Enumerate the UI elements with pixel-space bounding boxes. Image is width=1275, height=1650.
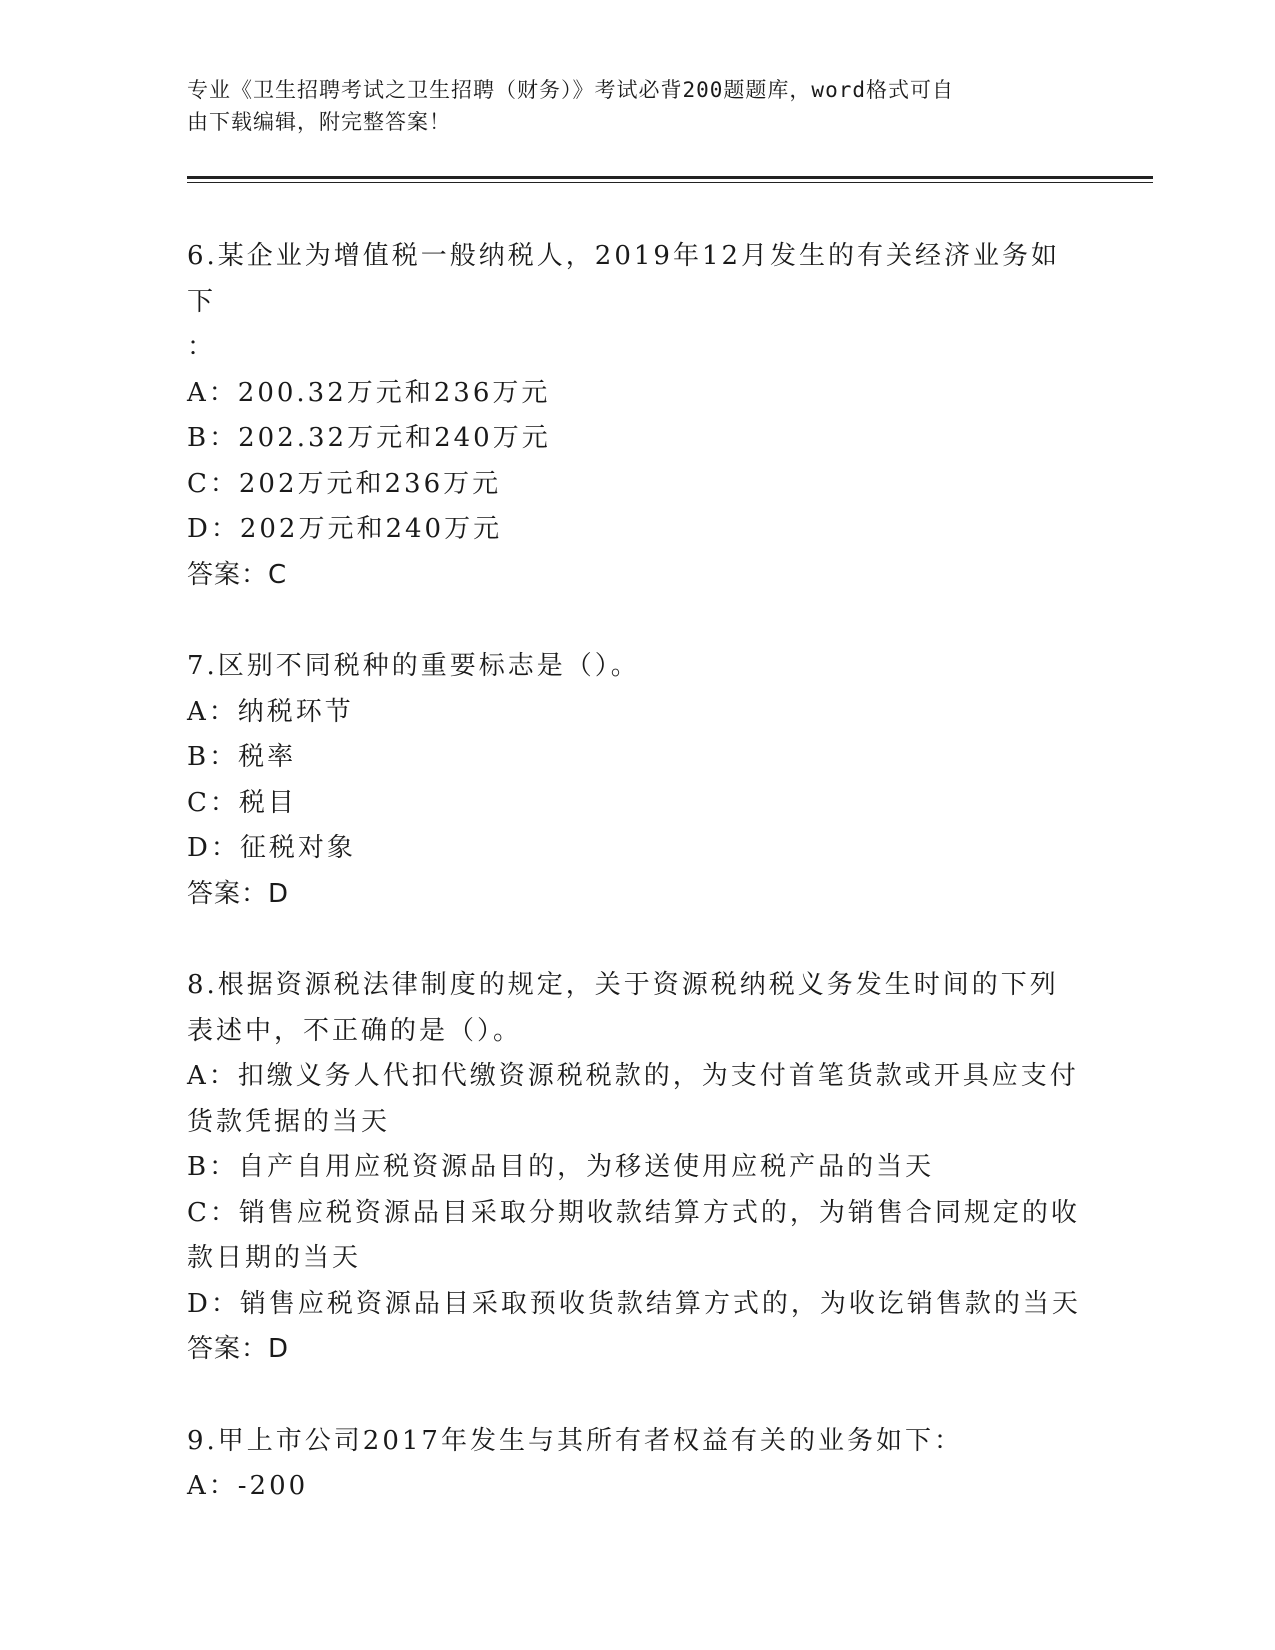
answer-option-line: A：纳税环节 [187, 696, 354, 727]
header-divider-thin [187, 182, 1153, 183]
question-block [187, 644, 1087, 917]
question-stem-line: 8.根据资源税法律制度的规定，关于资源税纳税义务发生时间的下列 [187, 970, 1059, 1000]
answer-option-line: B：202.32万元和240万元 [187, 423, 551, 453]
answer-option-line: C：税目 [187, 787, 297, 818]
answer-option-line: D：征税对象 [187, 833, 356, 863]
answer-option-line: C：销售应税资源品目采取分期收款结算方式的，为销售合同规定的收 [187, 1197, 1080, 1228]
answer-option-line: B：税率 [187, 742, 297, 772]
correct-answer: 答案：D [187, 878, 290, 909]
question-stem-line: 6.某企业为增值税一般纳税人，2019年12月发生的有关经济业务如下 [187, 241, 1061, 317]
header-line-1: 专业《卫生招聘考试之卫生招聘（财务）》考试必背200题题库，word格式可自 [187, 78, 954, 102]
answer-option-line: 货款凭据的当天 [187, 1106, 391, 1137]
document-header [187, 74, 1067, 138]
question-stem-line: 7.区别不同税种的重要标志是（）。 [187, 651, 640, 681]
answer-option-line: C：202万元和236万元 [187, 468, 502, 499]
header-line-2: 由下载编辑，附完整答案！ [187, 110, 451, 134]
question-block [187, 1419, 1087, 1510]
correct-answer: 答案：D [187, 1334, 290, 1364]
answer-option-line: 款日期的当天 [187, 1243, 362, 1273]
answer-option-line: A：200.32万元和236万元 [187, 377, 551, 408]
answer-option-line: D：202万元和240万元 [187, 514, 503, 544]
answer-option-line: A：扣缴义务人代扣代缴资源税税款的，为支付首笔货款或开具应支付 [187, 1061, 1079, 1091]
question-block [187, 963, 1087, 1373]
question-stem-line: 表述中，不正确的是（）。 [187, 1015, 523, 1046]
answer-option-line: B：自产自用应税资源品目的，为移送使用应税产品的当天 [187, 1152, 935, 1182]
correct-answer: 答案：C [187, 559, 288, 590]
question-list [187, 234, 1087, 1556]
answer-option-line: D：销售应税资源品目采取预收货款结算方式的，为收讫销售款的当天 [187, 1288, 1081, 1319]
header-divider-thick [187, 176, 1153, 179]
question-stem-line: 9.甲上市公司2017年发生与其所有者权益有关的业务如下： [187, 1425, 963, 1456]
answer-option-line: A：-200 [187, 1471, 309, 1501]
question-stem-line: ： [187, 332, 217, 362]
question-block [187, 234, 1087, 598]
